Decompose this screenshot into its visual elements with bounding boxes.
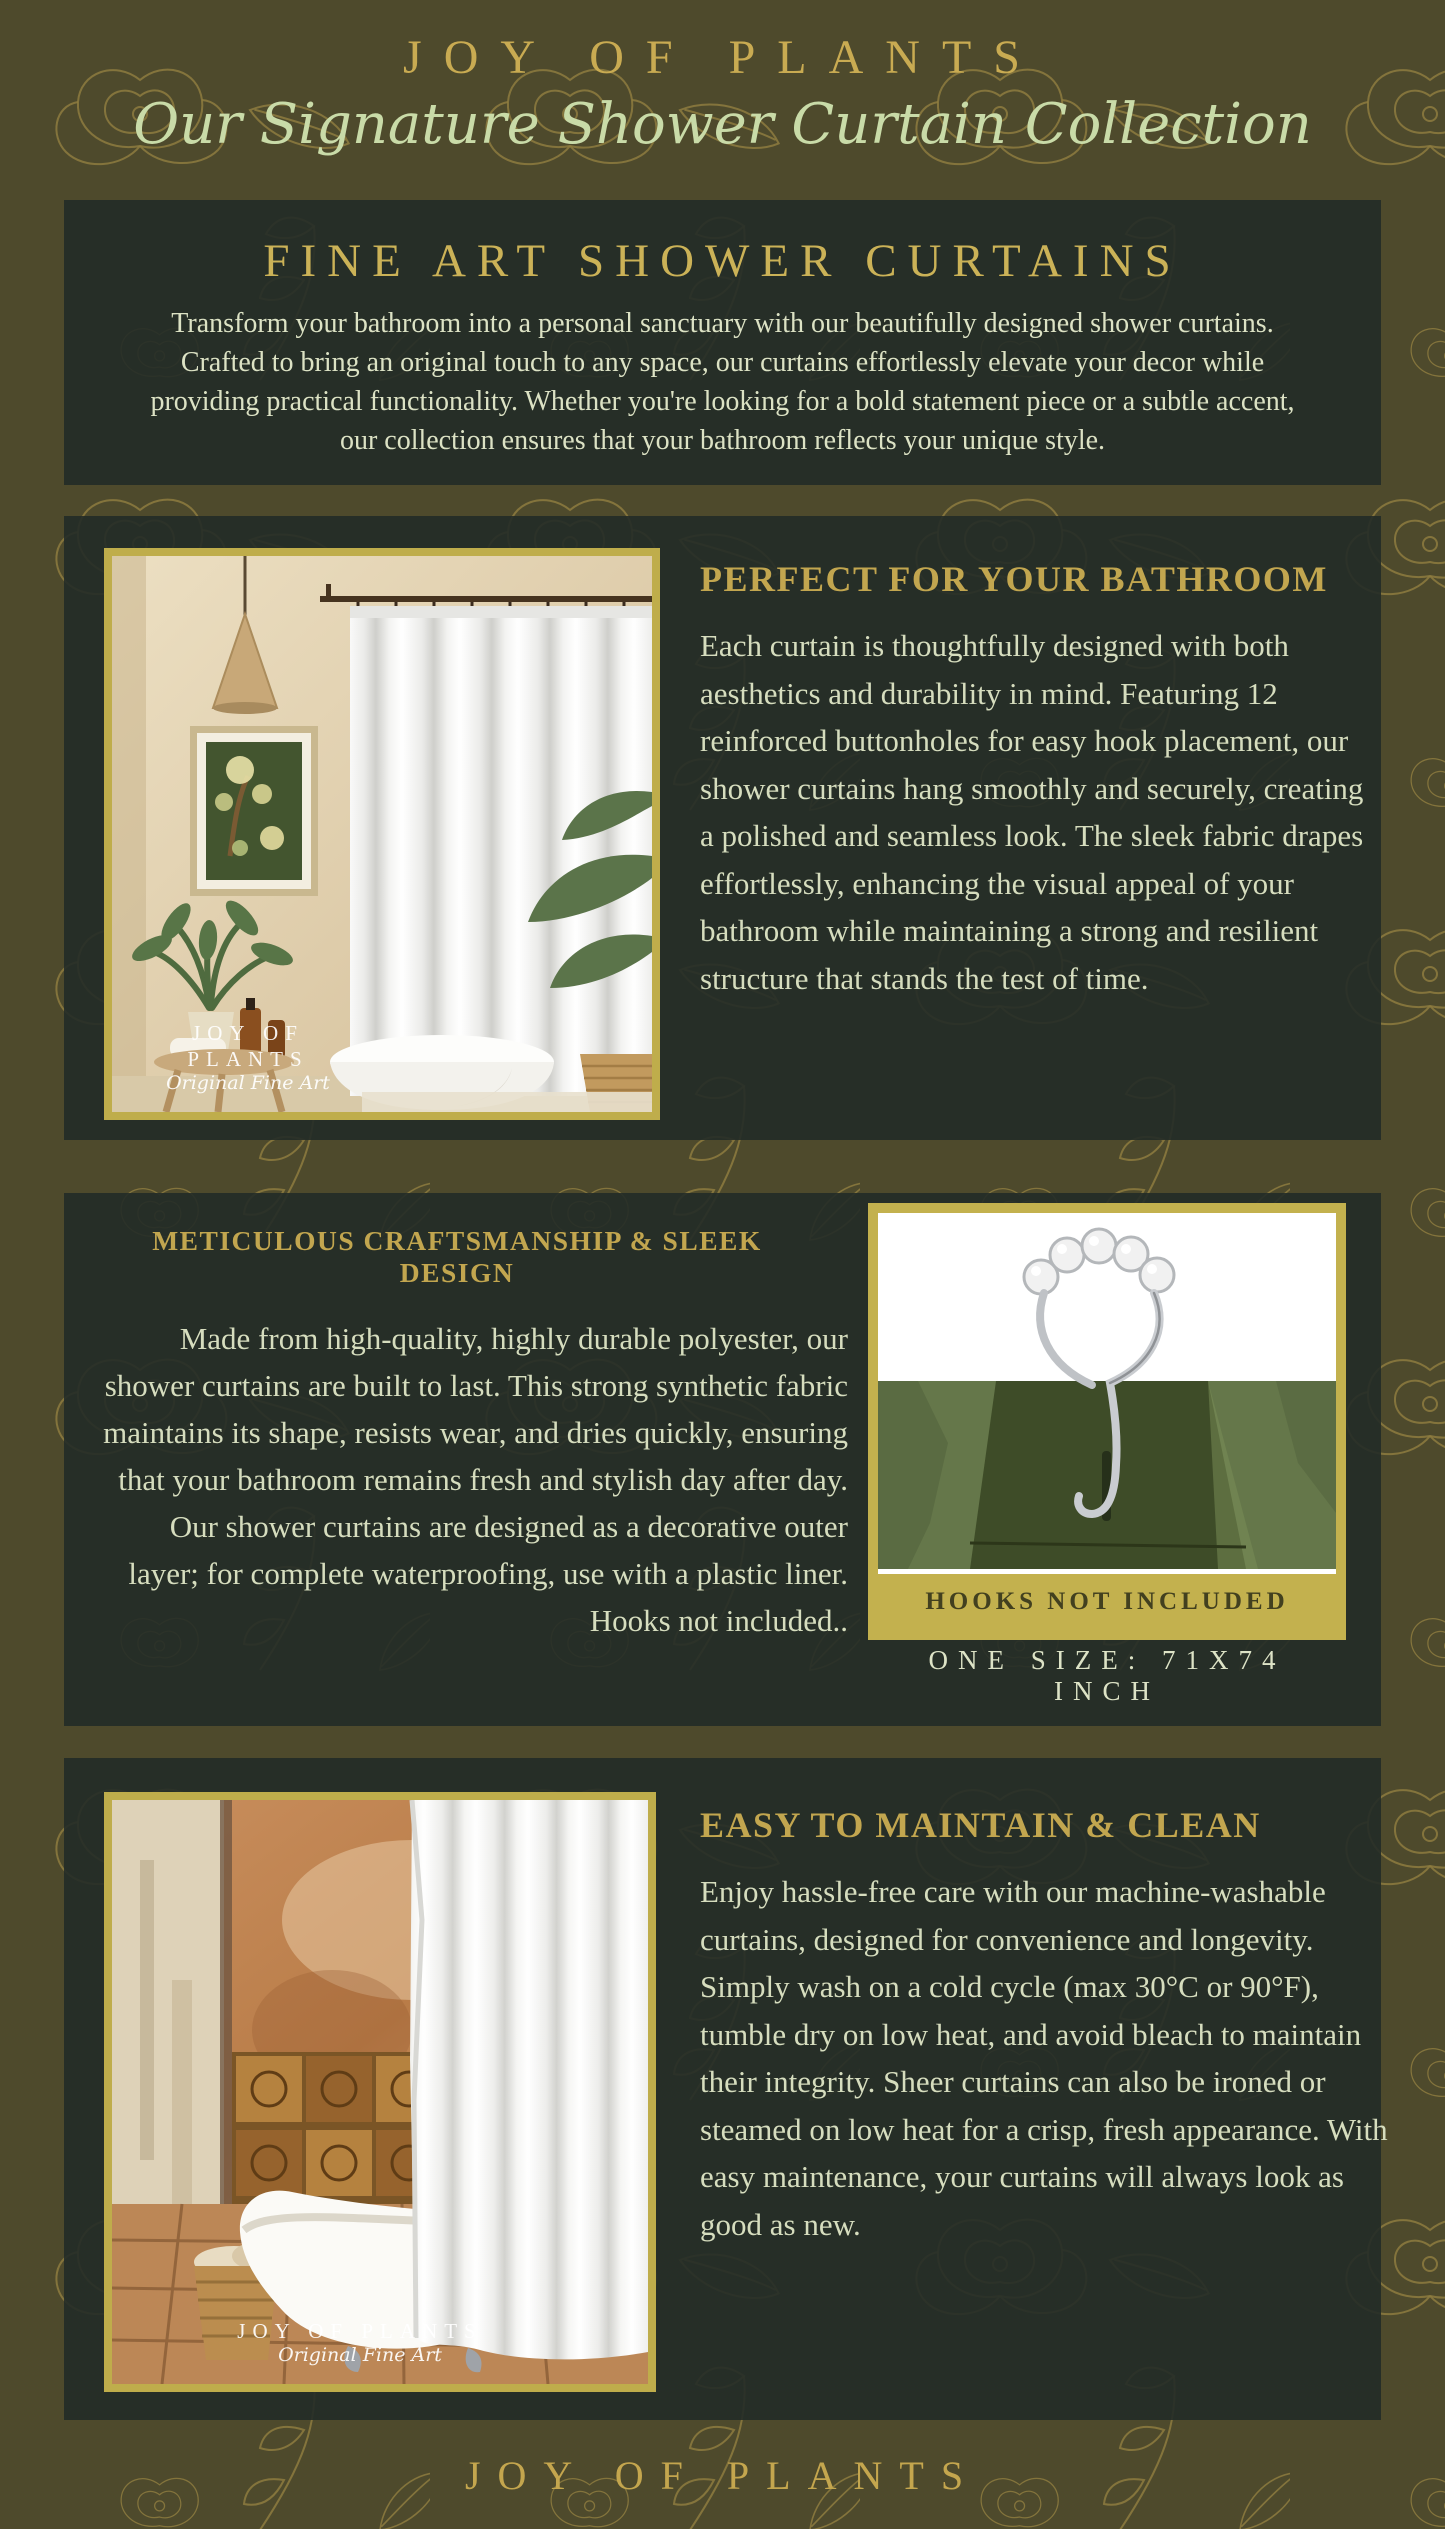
photo-watermark [112, 2318, 608, 2368]
section-craftsmanship [64, 1193, 1381, 1726]
size-note: ONE SIZE: 71X74 INCH [928, 1645, 1286, 1706]
section-perfect-bathroom [64, 516, 1381, 1140]
hook-caption: HOOKS NOT INCLUDED [878, 1574, 1336, 1630]
section-heading-craftsmanship: METICULOUS CRAFTSMANSHIP & SLEEK DESIGN [152, 1225, 762, 1288]
photo-watermark [128, 1020, 368, 1096]
watermark-tagline: Original Fine Art [166, 1072, 330, 1095]
footer-brand: JOY OF PLANTS [464, 2453, 981, 2498]
section-body-maintain: Enjoy hassle-free care with our machine-washable curtains, designed for convenience and longevity. Simply wash on a cold cycle (max 30°C or 90°F), tumble dry on low heat, and avoid bleach to maintain their integrity. Sheer curtains can also be ironed or steamed on low heat for a crisp, fresh appearance. With easy maintenance, your curtains will always look as good as new. [700, 1874, 1388, 2242]
intro-body: Transform your bathroom into a personal sanctuary with our beautifully designed shower curtains. Crafted to bring an original touch to any space, our curtains effortlessly elevate your decor while providing practical functionality. Whether you're looking for a bold statement piece or a subtle accent, our collection ensures that your bathroom reflects your unique style. [150, 308, 1295, 456]
watermark-tagline: Original Fine Art [278, 2344, 442, 2367]
bathroom-photo-beige [104, 548, 660, 1120]
shower-hook-illustration [878, 1213, 1336, 1569]
hook-photo [868, 1203, 1346, 1640]
section-maintain [64, 1758, 1388, 2420]
brand-title: JOY OF PLANTS [403, 31, 1042, 84]
watermark-brand: JOY OF PLANTS [237, 2319, 483, 2343]
section-body-craftsmanship: Made from high-quality, highly durable polyester, our shower curtains are built to last. This strong synthetic fabric maintains its shape, resists wear, and dries quickly, ensuring that your bathroom remains fresh and stylish day after day. Our shower curtains are designed as a decorative outer layer; for complete waterproofing, use with a plastic liner. Hooks not included.. [103, 1321, 848, 1638]
section-body-perfect-bathroom: Each curtain is thoughtfully designed with both aesthetics and durability in mind. Featuring 12 reinforced buttonholes for easy hook placement, our shower curtains hang smoothly and securely, creating a polished and seamless look. The sleek fabric drapes effortlessly, enhancing the visual appeal of your bathroom while maintaining a strong and resilient structure that stands the test of time. [700, 628, 1364, 996]
watermark-brand: JOY OF PLANTS [187, 1020, 309, 1071]
rustic-bathroom-illustration [112, 1800, 648, 2384]
intro-panel [64, 200, 1381, 485]
bathroom-photo-rustic [104, 1792, 656, 2392]
collection-subtitle: Our Signature Shower Curtain Collection [133, 92, 1312, 157]
section-heading-perfect-bathroom: PERFECT FOR YOUR BATHROOM [700, 559, 1328, 599]
intro-title: FINE ART SHOWER CURTAINS [263, 235, 1182, 287]
section-heading-maintain: EASY TO MAINTAIN & CLEAN [700, 1805, 1261, 1845]
